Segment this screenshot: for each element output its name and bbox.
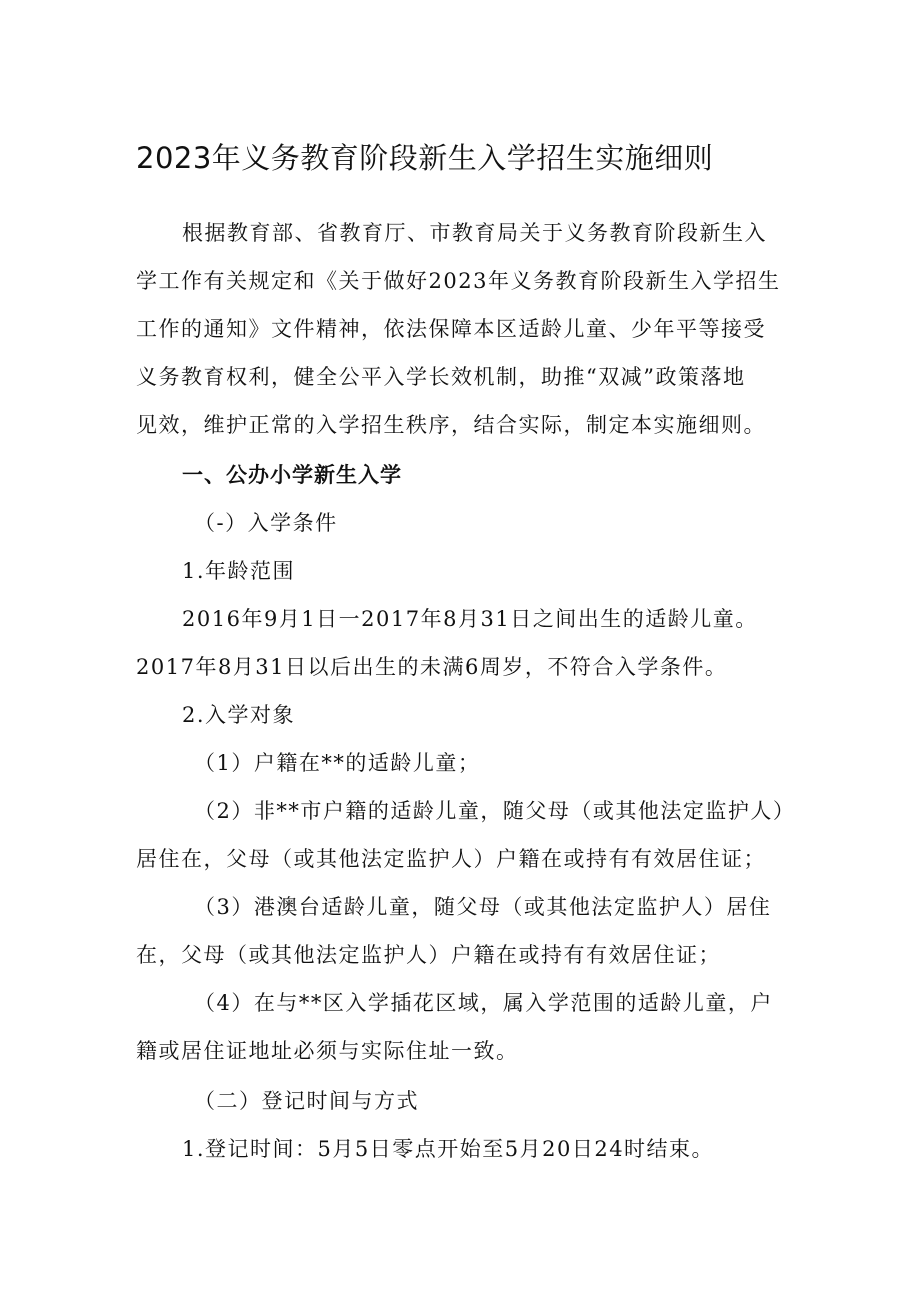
item-heading: 1.年龄范围: [182, 559, 296, 583]
intro-line: 见效，维护正常的入学招生秩序，结合实际，制定本实施细则。: [136, 413, 766, 437]
intro-line: 工作的通知》文件精神，依法保障本区适龄儿童、少年平等接受: [136, 317, 766, 341]
document-title: 2023年义务教育阶段新生入学招生实施细则: [136, 141, 714, 175]
age-range-line: 2016年9月1日一2017年8月31日之间出生的适龄儿童。: [182, 607, 758, 631]
target-item-continuation: 籍或居住证地址必须与实际住址一致。: [136, 1039, 519, 1063]
intro-line: 义务教育权利，健全公平入学长效机制，助推“双减”政策落地: [136, 365, 746, 389]
target-item: （2）非**市户籍的适龄儿童，随父母（或其他法定监护人）: [194, 799, 796, 823]
subsection-heading: （二）登记时间与方式: [194, 1089, 419, 1113]
intro-line: 学工作有关规定和《关于做好2023年义务教育阶段新生入学招生: [136, 269, 781, 293]
target-item: （3）港澳台适龄儿童，随父母（或其他法定监护人）居住: [194, 895, 772, 919]
target-item-continuation: 在，父母（或其他法定监护人）户籍在或持有有效居住证；: [136, 943, 721, 967]
target-item: （1）户籍在**的适龄儿童；: [194, 751, 481, 775]
age-range-line: 2017年8月31日以后出生的未满6周岁，不符合入学条件。: [136, 655, 728, 679]
target-item-continuation: 居住在，父母（或其他法定监护人）户籍在或持有有效居住证；: [136, 847, 766, 871]
registration-time-line: 1.登记时间：5月5日零点开始至5月20日24时结束。: [182, 1137, 715, 1161]
subsection-heading: （-）入学条件: [194, 511, 338, 535]
item-heading: 2.入学对象: [182, 703, 296, 727]
target-item: （4）在与**区入学插花区域，属入学范围的适龄儿童，户: [194, 991, 773, 1015]
intro-line: 根据教育部、省教育厅、市教育局关于义务教育阶段新生入: [182, 221, 767, 245]
section-heading: 一、公办小学新生入学: [182, 463, 402, 487]
